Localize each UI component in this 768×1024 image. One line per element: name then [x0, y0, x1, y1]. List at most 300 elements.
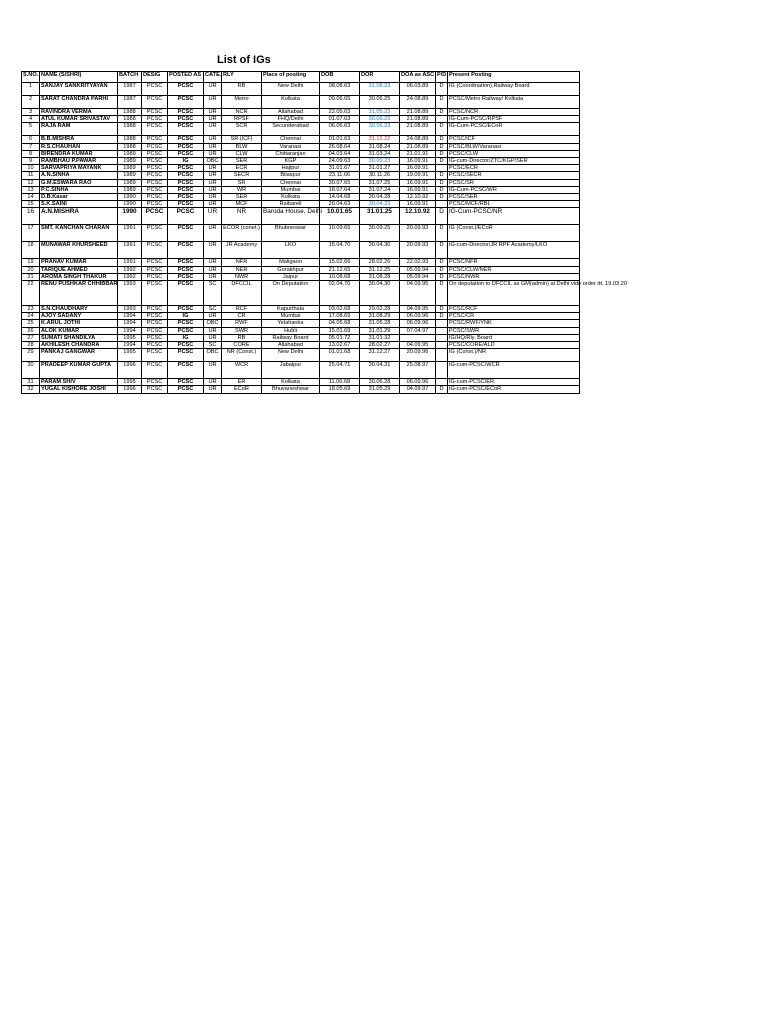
row-dor: 30.06.23 [360, 123, 400, 136]
row-posted-as: PCSC [168, 273, 204, 280]
table-row [22, 379, 580, 386]
table-row [22, 194, 580, 201]
col-pd-header: P/D [436, 72, 448, 83]
row-desig: PCSC [142, 208, 168, 225]
row-railway: Metro [222, 96, 262, 109]
row-dob: 26.08.64 [320, 143, 360, 150]
row-dob: 31.01.67 [320, 165, 360, 172]
row-dob: 24.09.63 [320, 158, 360, 165]
row-dor: 31.01.29 [360, 327, 400, 334]
row-pd: D [436, 266, 448, 273]
col-doa-header: DOA as ASC [400, 72, 436, 83]
table-row [22, 281, 580, 306]
row-dor: 30.06.28 [360, 379, 400, 386]
row-place: Secunderabad [262, 123, 320, 136]
row-pd: D [436, 179, 448, 186]
row-dor: 30.04.30 [360, 242, 400, 259]
row-sno: 29 [22, 349, 40, 362]
row-doa: 22.02.93 [400, 259, 436, 266]
row-category: UR [204, 136, 222, 143]
row-posted-as: PCSC [168, 281, 204, 306]
table-row [22, 306, 580, 313]
row-dob: 05.01.72 [320, 334, 360, 341]
row-sno: 25 [22, 320, 40, 327]
row-railway: NR [222, 208, 262, 225]
row-place: Baroda House, Delhi [262, 208, 320, 225]
row-batch: 1988 [118, 109, 142, 116]
row-dor: 31.05.28 [360, 320, 400, 327]
table-row [22, 208, 580, 225]
row-batch: 1990 [118, 194, 142, 201]
row-category: UR [204, 165, 222, 172]
row-dor: 30.06.25 [360, 96, 400, 109]
row-batch: 1991 [118, 242, 142, 259]
row-desig: PCSC [142, 165, 168, 172]
row-batch: 1988 [118, 143, 142, 150]
row-railway: DFCCIL [222, 281, 262, 306]
row-desig: PCSC [142, 362, 168, 379]
row-batch: 1994 [118, 320, 142, 327]
row-pd [436, 116, 448, 123]
row-desig: PCSC [142, 259, 168, 266]
col-dor-header: DOR [360, 72, 400, 83]
row-place: Allahabad [262, 342, 320, 349]
row-category: UR [204, 334, 222, 341]
row-railway: NER [222, 266, 262, 273]
row-batch: 1988 [118, 136, 142, 143]
row-posted-as: PCSC [168, 83, 204, 96]
row-doa: 04.09.95 [400, 342, 436, 349]
row-sno: 21 [22, 273, 40, 280]
row-pd [436, 342, 448, 349]
row-dob: 09.06.65 [320, 96, 360, 109]
row-railway: ECoR [222, 386, 262, 393]
row-present-posting: PCSC/CLW [448, 150, 580, 157]
row-place: Mumbai [262, 186, 320, 193]
col-place-header: Place of posting [262, 72, 320, 83]
row-category: OBC [204, 349, 222, 362]
row-present-posting: PCSC/MCF/RBL [448, 201, 580, 208]
table-row [22, 150, 580, 157]
row-pd [436, 334, 448, 341]
row-place: On Deputation [262, 281, 320, 306]
row-dob: 14.04.68 [320, 194, 360, 201]
row-dor: 30.06.23 [360, 116, 400, 123]
row-name: S.K.SAINI [40, 201, 118, 208]
row-dor: 30.11.26 [360, 172, 400, 179]
row-railway: ER [222, 379, 262, 386]
table-row [22, 158, 580, 165]
row-sno: 7 [22, 143, 40, 150]
row-name: P.C.SINHA [40, 186, 118, 193]
row-name: PRADEEP KUMAR GUPTA [40, 362, 118, 379]
row-posted-as: IG [168, 158, 204, 165]
row-place: Kapurthala [262, 306, 320, 313]
row-dor: 29.02.28 [360, 306, 400, 313]
row-dor: 31.05.29 [360, 386, 400, 393]
table-row [22, 136, 580, 143]
row-place: Bilaspur [262, 172, 320, 179]
row-place: LKO [262, 242, 320, 259]
row-desig: PCSC [142, 143, 168, 150]
row-category: UR [204, 242, 222, 259]
row-railway: ECR [222, 165, 262, 172]
row-desig: PCSC [142, 172, 168, 179]
row-batch: 1989 [118, 186, 142, 193]
row-present-posting: PCSC/SER [448, 194, 580, 201]
row-dor: 28.02.27 [360, 342, 400, 349]
row-doa: 12.10.92 [400, 194, 436, 201]
row-category: SC [204, 281, 222, 306]
row-dob: 11.06.68 [320, 379, 360, 386]
row-doa: 16.09.91 [400, 158, 436, 165]
row-desig: PCSC [142, 281, 168, 306]
row-posted-as: PCSC [168, 186, 204, 193]
row-present-posting: IG-Cum-PCSC/ECoR [448, 123, 580, 136]
row-posted-as: PCSC [168, 194, 204, 201]
row-name: AROMA SINGH THAKUR [40, 273, 118, 280]
row-posted-as: PCSC [168, 201, 204, 208]
row-doa: 05.09.94 [400, 273, 436, 280]
row-present-posting: IG (Const.)/ECoR [448, 225, 580, 242]
row-posted-as: PCSC [168, 208, 204, 225]
row-dob: 10.01.65 [320, 208, 360, 225]
row-name: RENU PUSHKAR CHHIBBAR [40, 281, 118, 306]
row-dob: 02.04.70 [320, 281, 360, 306]
row-place: Hubli [262, 327, 320, 334]
row-sno: 22 [22, 281, 40, 306]
row-posted-as: PCSC [168, 379, 204, 386]
row-present-posting: IG-Cum-PCSC/WR [448, 186, 580, 193]
table-row [22, 342, 580, 349]
row-batch: 1990 [118, 201, 142, 208]
row-present-posting: IG-cum-PCSC/ECoR [448, 386, 580, 393]
row-batch: 1992 [118, 266, 142, 273]
row-sno: 24 [22, 313, 40, 320]
row-category: OBC [204, 320, 222, 327]
row-doa: 19.09.91 [400, 172, 436, 179]
table-row [22, 96, 580, 109]
row-pd: D [436, 225, 448, 242]
row-place: Kolkata [262, 379, 320, 386]
page-title: List of IGs [217, 54, 271, 66]
row-place: Bhubneswar [262, 225, 320, 242]
row-place: Chennai [262, 136, 320, 143]
table-row [22, 386, 580, 393]
row-present-posting: PCSC/NWR [448, 273, 580, 280]
table-row [22, 313, 580, 320]
row-place: New Delhi [262, 349, 320, 362]
row-railway: ECOR (conet.) [222, 225, 262, 242]
row-posted-as: PCSC [168, 266, 204, 273]
row-dor: 30.04.23 [360, 201, 400, 208]
row-dob: 13.02.67 [320, 342, 360, 349]
table-row [22, 83, 580, 96]
row-dor: 31.07.24 [360, 186, 400, 193]
row-doa: 16.09.91 [400, 186, 436, 193]
row-place: Mumbai [262, 313, 320, 320]
row-batch: 1991 [118, 259, 142, 266]
row-place: Raibareli [262, 201, 320, 208]
row-name: SARVAPRIYA MAYANK [40, 165, 118, 172]
row-category: UR [204, 362, 222, 379]
row-category: UR [204, 116, 222, 123]
row-dob: 18.07.64 [320, 186, 360, 193]
row-dor: 31.07.25 [360, 179, 400, 186]
row-batch: 1991 [118, 225, 142, 242]
col-present-header: Present Posting [448, 72, 580, 83]
row-doa: 24.08.89 [400, 96, 436, 109]
row-sno: 20 [22, 266, 40, 273]
row-desig: PCSC [142, 327, 168, 334]
row-category: UR [204, 266, 222, 273]
row-desig: PCSC [142, 116, 168, 123]
row-batch: 1994 [118, 313, 142, 320]
row-dor: 31.01.25 [360, 208, 400, 225]
row-desig: PCSC [142, 306, 168, 313]
row-desig: PCSC [142, 273, 168, 280]
row-category: UR [204, 123, 222, 136]
table-row [22, 266, 580, 273]
row-posted-as: PCSC [168, 242, 204, 259]
row-name: A.N.SINHA [40, 172, 118, 179]
row-place: Allahabad [262, 109, 320, 116]
row-present-posting: PCSC/RCF [448, 306, 580, 313]
table-row [22, 327, 580, 334]
row-pd: D [436, 242, 448, 259]
row-category: UR [204, 259, 222, 266]
table-header-row [22, 72, 580, 83]
row-present-posting: IG-cum-Director/JR RPF Academy/LKO [448, 242, 580, 259]
row-dor: 31.08.24 [360, 143, 400, 150]
row-dob: 01.01.63 [320, 136, 360, 143]
row-dor: 31.12.22 [360, 136, 400, 143]
row-posted-as: PCSC [168, 259, 204, 266]
row-place: Railway Board [262, 334, 320, 341]
row-dob: 15.01.69 [320, 327, 360, 334]
row-pd: D [436, 194, 448, 201]
row-doa: 06.09.96 [400, 313, 436, 320]
row-dob: 10.08.68 [320, 273, 360, 280]
row-place: Maligaon [262, 259, 320, 266]
row-doa: 06.09.96 [400, 320, 436, 327]
row-category: UR [204, 201, 222, 208]
row-batch: 1987 [118, 83, 142, 96]
row-name: B.B.MISHRA [40, 136, 118, 143]
row-present-posting: IG-Cum-PCSC/RPSF [448, 116, 580, 123]
row-name: S.N.CHAUDHARY [40, 306, 118, 313]
row-dor: 30.04.28 [360, 194, 400, 201]
row-batch: 1989 [118, 165, 142, 172]
row-sno: 5 [22, 123, 40, 136]
row-present-posting: PCSC/ECR [448, 165, 580, 172]
row-name: R.S.CHAUHAN [40, 143, 118, 150]
row-railway: NWR [222, 273, 262, 280]
row-pd [436, 165, 448, 172]
row-category: UR [204, 208, 222, 225]
row-posted-as: PCSC [168, 320, 204, 327]
row-sno: 10 [22, 165, 40, 172]
row-place: KGP [262, 158, 320, 165]
row-category: UR [204, 96, 222, 109]
row-doa: 21.08.89 [400, 109, 436, 116]
row-batch: 1996 [118, 362, 142, 379]
row-name: PARAM SHIV [40, 379, 118, 386]
row-desig: PCSC [142, 96, 168, 109]
row-category: UR [204, 225, 222, 242]
row-posted-as: PCSC [168, 362, 204, 379]
row-railway: NFR [222, 259, 262, 266]
row-pd: D [436, 281, 448, 306]
row-present-posting: PCSC/CLW/NER [448, 266, 580, 273]
row-name: YUGAL KISHORE JOSHI [40, 386, 118, 393]
row-pd: D [436, 96, 448, 109]
row-railway: SWR [222, 327, 262, 334]
row-dor: 31.08.28 [360, 273, 400, 280]
row-present-posting: IG-cum-PCSC/WCR [448, 362, 580, 379]
row-desig: PCSC [142, 334, 168, 341]
table-body [22, 83, 627, 394]
row-place: Yelahanka [262, 320, 320, 327]
row-posted-as: PCSC [168, 386, 204, 393]
row-batch: 1989 [118, 172, 142, 179]
row-sno: 13 [22, 186, 40, 193]
row-desig: PCSC [142, 150, 168, 157]
row-batch: 1989 [118, 150, 142, 157]
table-row [22, 349, 580, 362]
table-row [22, 320, 580, 327]
row-name: G.M.ESWARA RAO [40, 179, 118, 186]
row-present-posting: IG/HQ/Rly. Board [448, 334, 580, 341]
row-present-posting: PCSC/SECR [448, 172, 580, 179]
row-railway: SR (ICF) [222, 136, 262, 143]
row-desig: PCSC [142, 158, 168, 165]
row-pd: D [436, 313, 448, 320]
row-doa: 04.09.95 [400, 281, 436, 306]
row-doa: 04.09.95 [400, 306, 436, 313]
row-sno: 14 [22, 194, 40, 201]
table-row [22, 362, 580, 379]
row-name: A.N.MISHRA [40, 208, 118, 225]
row-place: Jaipur [262, 273, 320, 280]
row-railway: SECR [222, 172, 262, 179]
col-name-header: NAME (S/SHRI) [40, 72, 118, 83]
row-desig: PCSC [142, 349, 168, 362]
row-dor: 31.08.29 [360, 313, 400, 320]
row-pd: D [436, 306, 448, 313]
row-present-posting: PCSC/BLW/Varanasi [448, 143, 580, 150]
row-posted-as: PCSC [168, 109, 204, 116]
row-present-posting: PCSC/SWR [448, 327, 580, 334]
row-name: MUNAWAR KHURSHEED [40, 242, 118, 259]
row-dor: 30.09.25 [360, 225, 400, 242]
row-pd: D [436, 109, 448, 116]
col-desig-header: DESIG [142, 72, 168, 83]
row-present-posting: IG-Cum-PCSC/NR [448, 208, 580, 225]
row-batch: 1995 [118, 379, 142, 386]
row-present-posting: IG-cum-Director/ZTC/KGP/SER [448, 158, 580, 165]
row-pd: D [436, 150, 448, 157]
row-posted-as: PCSC [168, 136, 204, 143]
row-railway: SR [222, 179, 262, 186]
row-railway: NR (Const.) [222, 349, 262, 362]
row-desig: PCSC [142, 242, 168, 259]
row-sno: 31 [22, 379, 40, 386]
row-desig: PCSC [142, 123, 168, 136]
row-sno: 28 [22, 342, 40, 349]
table-row [22, 273, 580, 280]
row-batch: 1987 [118, 96, 142, 109]
row-railway: JR Academy [222, 242, 262, 259]
row-batch: 1993 [118, 306, 142, 313]
row-dob: 22.05.63 [320, 109, 360, 116]
row-posted-as: PCSC [168, 116, 204, 123]
row-railway: RCF [222, 306, 262, 313]
row-name: PANKAJ GANGWAR [40, 349, 118, 362]
table-row [22, 225, 580, 242]
row-doa: 20.09.96 [400, 349, 436, 362]
row-posted-as: PCSC [168, 179, 204, 186]
row-desig: PCSC [142, 136, 168, 143]
row-category: UR [204, 186, 222, 193]
row-railway: MCF [222, 201, 262, 208]
row-present-posting: PCSC/SR [448, 179, 580, 186]
row-dob: 25.04.71 [320, 362, 360, 379]
row-batch: 1989 [118, 179, 142, 186]
row-name: BIRENDRA KUMAR [40, 150, 118, 157]
row-dor: 31.03.24 [360, 150, 400, 157]
row-name: D.B.Kasar [40, 194, 118, 201]
table-row [22, 172, 580, 179]
row-desig: PCSC [142, 342, 168, 349]
row-category: UR [204, 379, 222, 386]
row-dob: 18.05.69 [320, 386, 360, 393]
table-row [22, 259, 580, 266]
table-row [22, 165, 580, 172]
row-sno: 12 [22, 179, 40, 186]
row-posted-as: IG [168, 313, 204, 320]
row-pd: D [436, 83, 448, 96]
row-dob: 01.07.63 [320, 116, 360, 123]
row-batch: 1989 [118, 158, 142, 165]
row-batch: 1995 [118, 349, 142, 362]
row-dor: 30.09.23 [360, 158, 400, 165]
row-posted-as: PCSC [168, 306, 204, 313]
table-row [22, 143, 580, 150]
row-place: Kolkata [262, 194, 320, 201]
row-category: UR [204, 172, 222, 179]
row-doa: 20.09.93 [400, 225, 436, 242]
row-desig: PCSC [142, 225, 168, 242]
row-name: SMT. KANCHAN CHARAN [40, 225, 118, 242]
row-doa: 04.09.97 [400, 386, 436, 393]
row-pd: D [436, 273, 448, 280]
row-place: New Delhi [262, 83, 320, 96]
row-batch: 1988 [118, 116, 142, 123]
row-batch: 1990 [118, 208, 142, 225]
row-dob: 08.08.63 [320, 83, 360, 96]
col-rly-header: RLY [222, 72, 262, 83]
row-dob: 21.12.65 [320, 266, 360, 273]
row-batch: 1996 [118, 386, 142, 393]
row-name: ALOK KUMAR [40, 327, 118, 334]
row-category: UR [204, 179, 222, 186]
row-category: UR [204, 143, 222, 150]
row-name: SUMATI SHANDILYA [40, 334, 118, 341]
table-row [22, 179, 580, 186]
row-present-posting: IG (Coordination),Railway Board [448, 83, 580, 96]
row-desig: PCSC [142, 266, 168, 273]
